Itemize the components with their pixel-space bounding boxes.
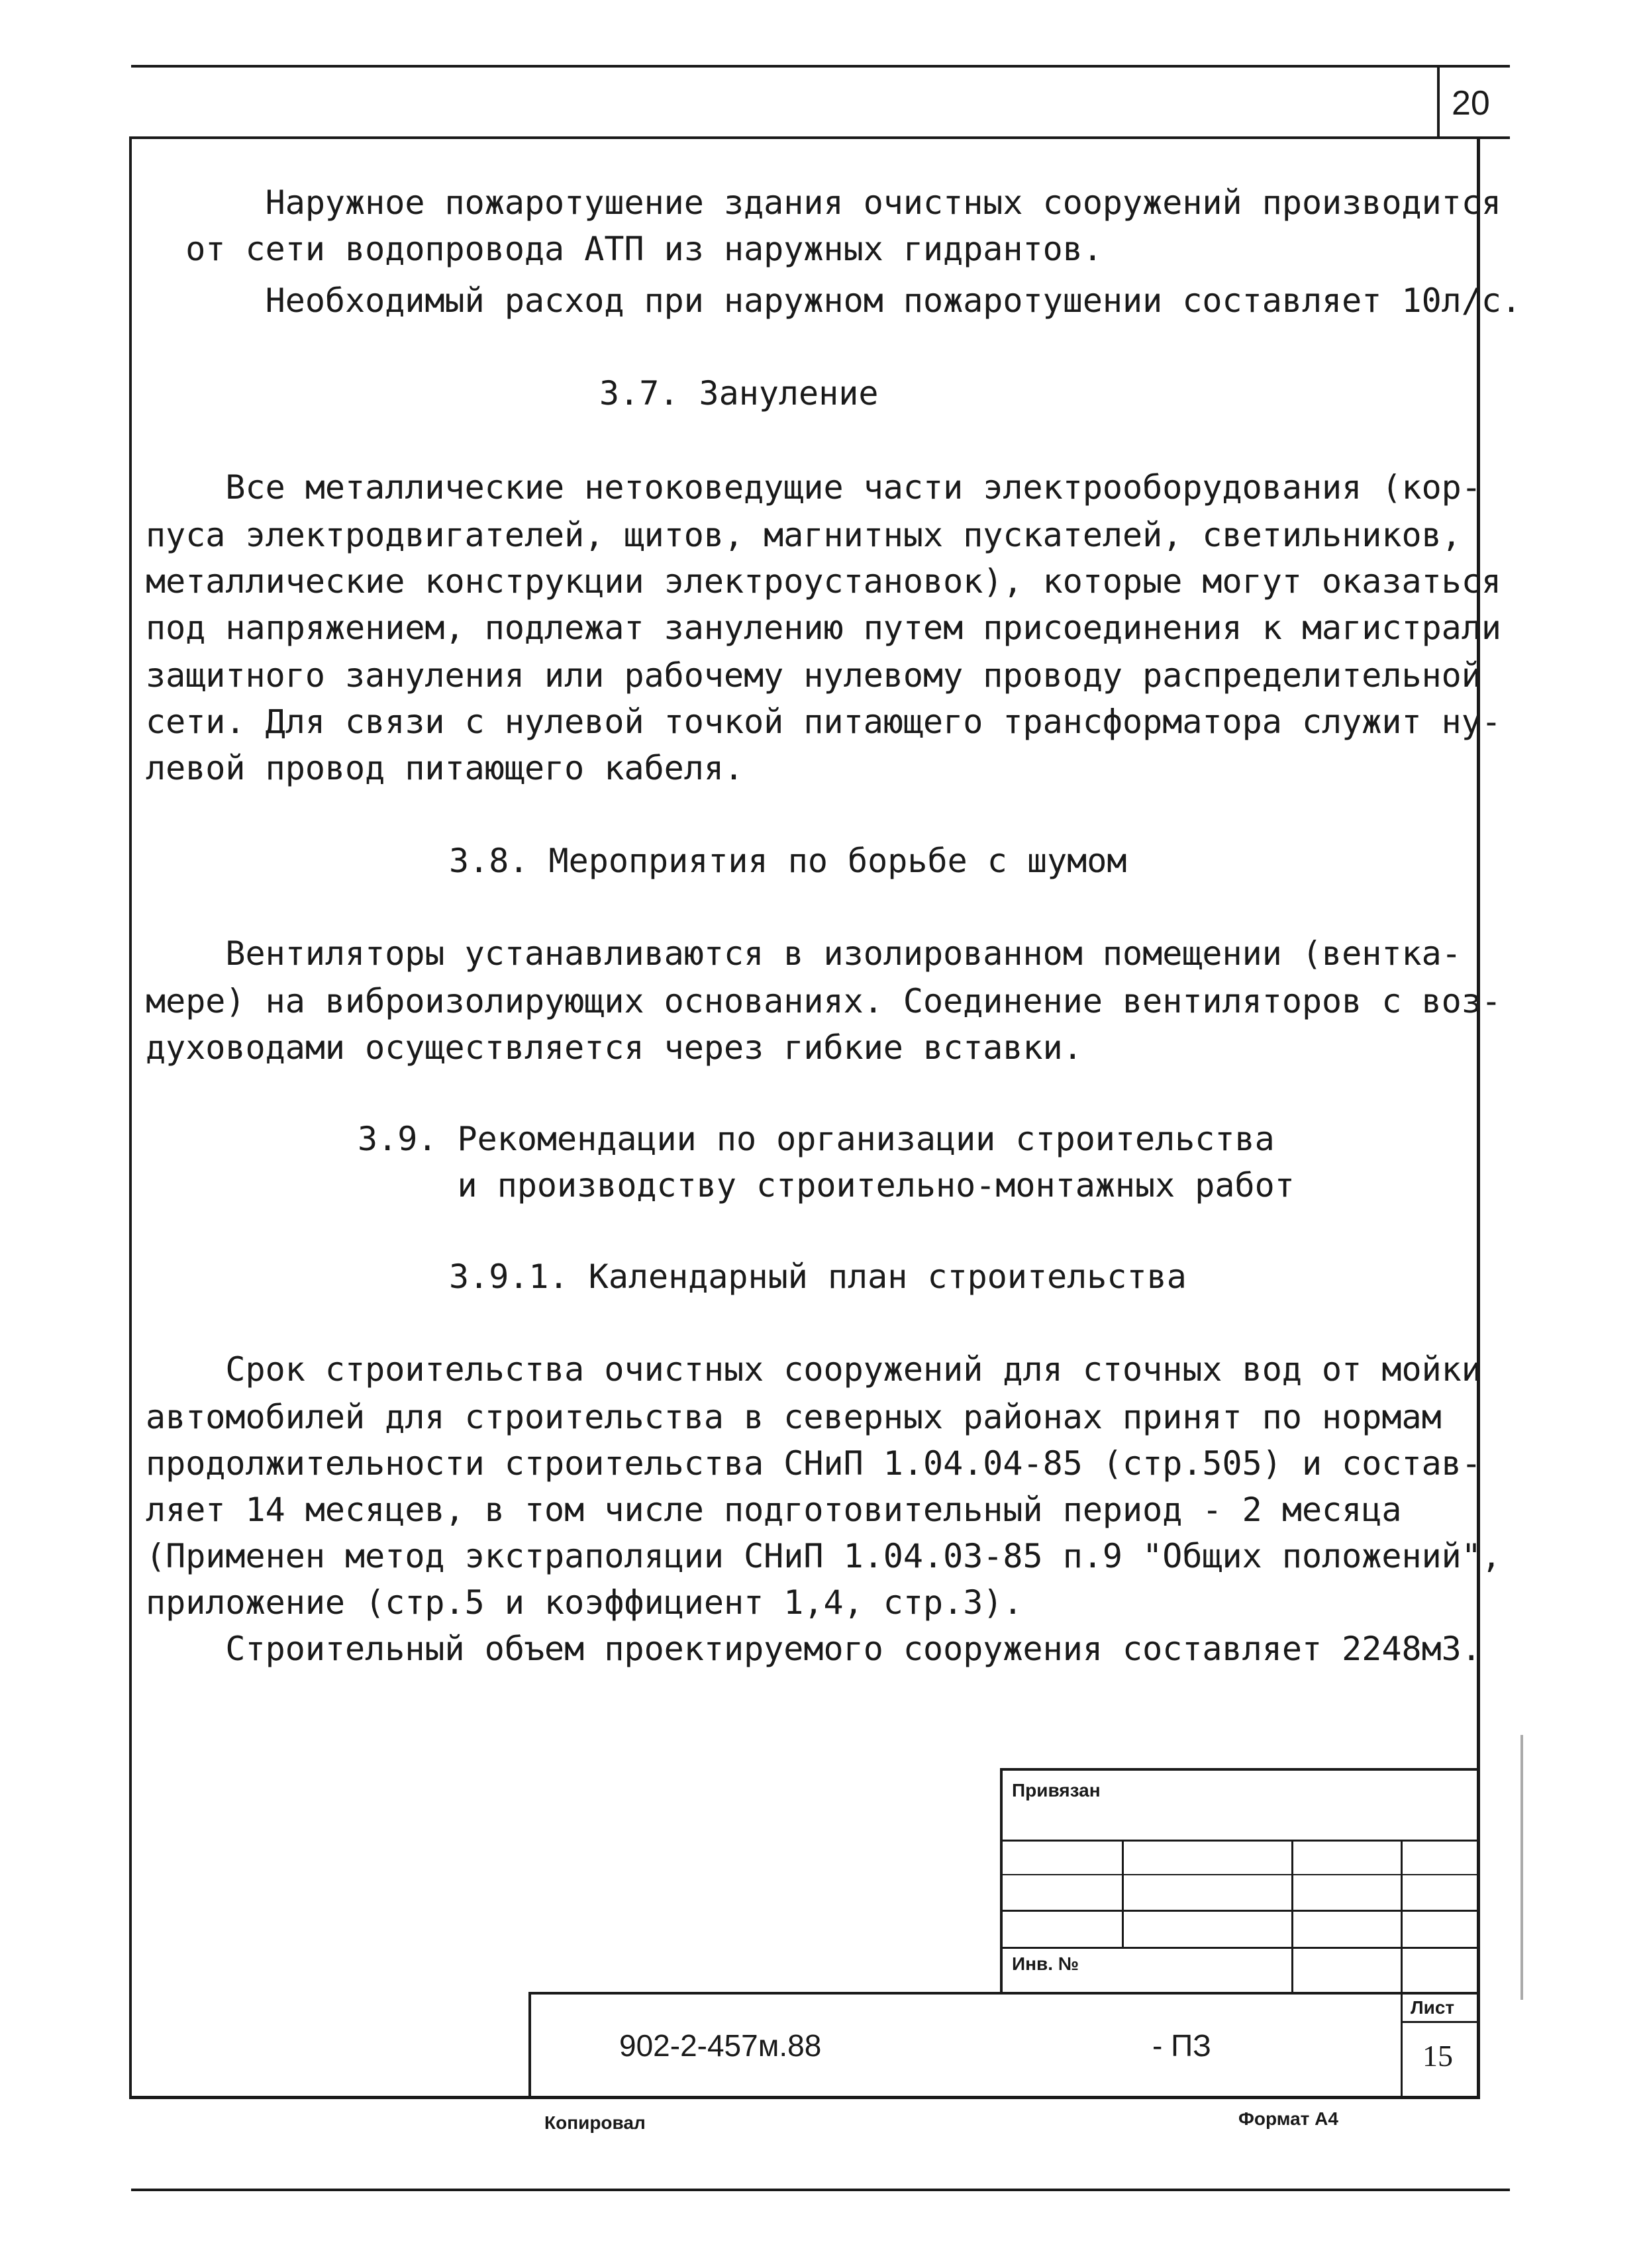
text-line: сети. Для связи с нулевой точкой питающего трансформатора служит ну- — [146, 703, 1501, 741]
frame-bottom — [129, 2096, 1480, 2099]
text-line: Все металлические нетоковедущие части электрооборудования (кор- — [146, 468, 1481, 507]
text-line: Наружное пожаротушение здания очистных сооружений производится — [146, 183, 1501, 222]
text-line: продолжительности строительства СНиП 1.04.04-85 (стр.505) и состав- — [146, 1444, 1481, 1483]
binding-edge-mark — [1520, 1735, 1523, 2000]
privyazan-label: Привязан — [1012, 1780, 1101, 1800]
heading-line: 3.9. Рекомендации по организации строительства — [358, 1120, 1275, 1158]
stamp-col-2 — [1291, 1840, 1293, 1993]
inventory-number-label: Инв. № — [1012, 1953, 1079, 1974]
text-line: (Применен метод экстраполяции СНиП 1.04.03-85 п.9 "Общих положений", — [146, 1537, 1501, 1575]
text-line: приложение (стр.5 и коэффициент 1,4, стр.3). — [146, 1583, 1023, 1622]
document-code: 902-2-457м.88 — [619, 2028, 822, 2063]
text-line: Строительный объем проектируемого сооружения составляет 2248м3. — [146, 1630, 1481, 1668]
frame-right — [1477, 136, 1480, 2098]
text-line: Срок строительства очистных сооружений для сточных вод от мойки — [146, 1350, 1481, 1389]
stamp-col-3 — [1401, 1840, 1403, 1993]
text-line: автомобилей для строительства в северных районах принят по нормам — [146, 1398, 1442, 1436]
stamp-row-3 — [1000, 1910, 1479, 1912]
section-heading-3-8: 3.8. Мероприятия по борьбе с шумом — [449, 842, 1127, 880]
stamp-left — [1000, 1768, 1003, 1993]
stamp-top — [1000, 1768, 1479, 1771]
text-line: от сети водопровода АТП из наружных гидрантов. — [146, 230, 1103, 268]
page-number: 20 — [1452, 84, 1490, 123]
copied-by-label: Копировал — [544, 2112, 646, 2133]
stamp-row-1 — [1000, 1840, 1479, 1842]
stamp-row-4 — [1000, 1947, 1479, 1949]
sheet-number: 15 — [1422, 2039, 1453, 2073]
frame-left — [129, 136, 132, 2098]
heading-line: и производству строительно-монтажных работ — [358, 1166, 1295, 1205]
text-line: под напряжением, подлежат занулению путем присоединения к магистрали — [146, 609, 1501, 647]
text-line: ляет 14 месяцев, в том числе подготовительный период - 2 месяца — [146, 1491, 1402, 1529]
section-heading-3-7: 3.7. Зануление — [599, 374, 879, 413]
format-label: Формат А4 — [1238, 2108, 1338, 2129]
stamp-row-2 — [1000, 1874, 1479, 1875]
text-line: защитного зануления или рабочему нулевому проводу распределительной — [146, 656, 1481, 695]
top-rule — [131, 65, 1510, 68]
document-suffix: - ПЗ — [1152, 2028, 1211, 2063]
text-line: мере) на виброизолирующих основаниях. Соединение вентиляторов с воз- — [146, 982, 1501, 1020]
text-line: пуса электродвигателей, щитов, магнитных пускателей, светильников, — [146, 516, 1462, 554]
section-heading-3-9-1: 3.9.1. Календарный план строительства — [449, 1257, 1187, 1296]
bottom-rule — [131, 2189, 1510, 2191]
text-line: металлические конструкции электроустановок), которые могут оказаться — [146, 562, 1501, 601]
sheet-label: Лист — [1411, 1997, 1455, 2018]
page-number-box-left — [1437, 65, 1440, 139]
text-line: духоводами осуществляется через гибкие вставки. — [146, 1028, 1083, 1067]
title-block-top — [528, 1992, 1479, 1995]
text-line: Необходимый расход при наружном пожаротушении составляет 10л/с. — [146, 281, 1522, 320]
list-cell-divider — [1401, 2021, 1479, 2023]
stamp-col-1 — [1122, 1840, 1124, 1948]
frame-top — [131, 136, 1510, 139]
text-line: левой провод питающего кабеля. — [146, 749, 744, 787]
text-line: Вентиляторы устанавливаются в изолированном помещении (вентка- — [146, 934, 1462, 973]
title-block-left — [528, 1992, 531, 2098]
list-cell-left — [1401, 1992, 1403, 2098]
